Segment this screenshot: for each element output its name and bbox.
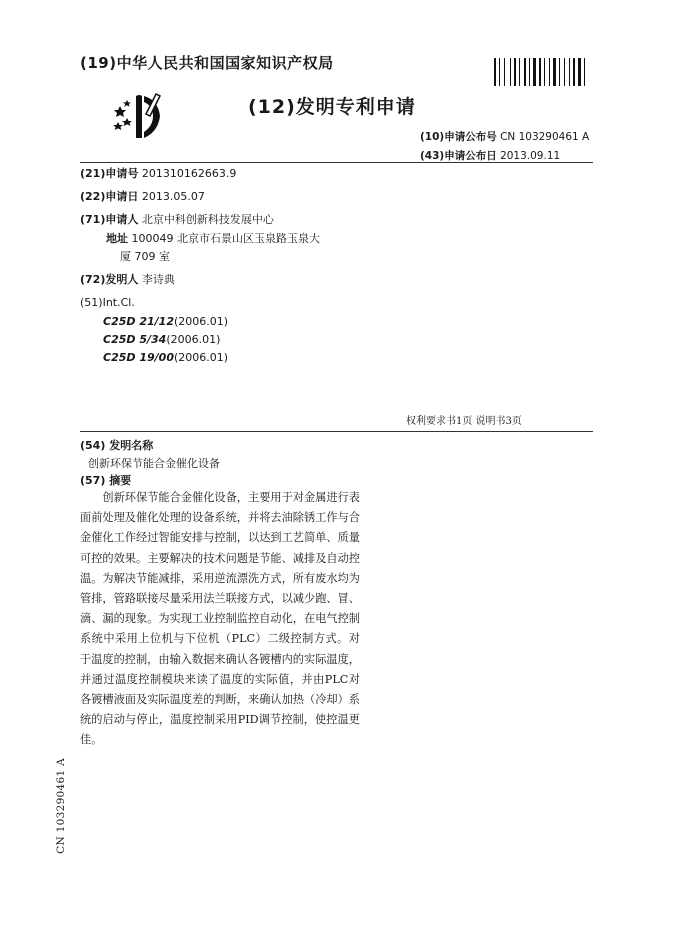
ipc-code: C25D 19/00 bbox=[103, 351, 174, 364]
ipc-entry bbox=[103, 315, 228, 328]
ipc-version: (2006.01) bbox=[173, 315, 229, 328]
barcode-bar bbox=[553, 58, 556, 86]
applicant-row bbox=[80, 213, 274, 227]
application-date-row bbox=[80, 190, 205, 204]
barcode-bar bbox=[519, 58, 520, 86]
ipc-entry bbox=[103, 333, 220, 346]
address-line-2: 厦 709 室 bbox=[120, 250, 170, 263]
section-divider bbox=[80, 431, 593, 432]
applicant-label: (71)申请人 bbox=[80, 213, 139, 226]
barcode-bar bbox=[510, 58, 511, 86]
ipc-version: (2006.01) bbox=[166, 333, 221, 346]
publication-date: 2013.09.11 bbox=[500, 150, 561, 162]
ipc-code: C25D 21/12 bbox=[103, 315, 174, 328]
abstract-text: 创新环保节能合金催化设备，主要用于对金属进行表面前处理及催化处理的设备系统，并将去油除锈工作与合金催化工作经过智能安排与控制，以达到工艺简单、质量可控的效果。主要解决的技术问题是节能、减排及自动控温。为解决节能减排，采用逆流漂洗方式，所有废水均为管排，管路联接尽量采用法兰联接方式，以减少跑、冒、滴、漏的现象。为实现工业控制监控自动化，在电气控制系统中采用上位机与下位机（PLC）二级控制方式。对于温度的控制，由输入数据来确认各镀槽内的实际温度，并通过温度控制模块来读了温度的实际值，并由PLC对各镀槽液面及实际温度差的判断，来确认加热（冷却）系统的启动与停止，温度控制采用PID调节控制，使控温更佳。 bbox=[80, 491, 360, 747]
application-number: 201310162663.9 bbox=[141, 167, 237, 180]
title-section-label: (54) 发明名称 bbox=[80, 439, 154, 452]
invention-title: 创新环保节能合金催化设备 bbox=[88, 457, 220, 470]
barcode-bar bbox=[549, 58, 550, 86]
header-divider bbox=[80, 162, 593, 163]
publication-date-label: (43)申请公布日 bbox=[420, 150, 497, 162]
barcode-bar bbox=[539, 58, 541, 86]
inventor-label: (72)发明人 bbox=[80, 273, 139, 286]
barcode-bar bbox=[533, 58, 536, 86]
address-label: 地址 bbox=[106, 232, 128, 245]
inventor-name: 李诗典 bbox=[141, 273, 175, 286]
barcode-bar bbox=[564, 58, 565, 86]
barcode-bar bbox=[569, 58, 570, 86]
barcode-bar bbox=[499, 58, 500, 86]
barcode-bar bbox=[524, 58, 526, 86]
ipc-entry bbox=[103, 351, 228, 364]
document-type: (12)发明专利申请 bbox=[248, 96, 416, 118]
ipc-label: (51)Int.Cl. bbox=[80, 296, 135, 309]
application-number-label: (21)申请号 bbox=[80, 167, 139, 180]
publication-date-row bbox=[420, 148, 560, 163]
abstract-body bbox=[80, 488, 360, 751]
application-date-label: (22)申请日 bbox=[80, 190, 139, 203]
publication-number-label: (10)申请公布号 bbox=[420, 131, 497, 143]
address-row bbox=[106, 232, 320, 246]
barcode-bar bbox=[578, 58, 581, 86]
applicant-name: 北京中科创新科技发展中心 bbox=[141, 213, 274, 226]
application-number-row bbox=[80, 167, 236, 181]
abstract-section-label: (57) 摘要 bbox=[80, 474, 132, 487]
barcode-bar bbox=[529, 58, 530, 86]
ipc-version: (2006.01) bbox=[173, 351, 229, 364]
publication-number-row bbox=[420, 129, 589, 144]
inventor-row bbox=[80, 273, 175, 287]
barcode bbox=[494, 58, 592, 86]
barcode-bar bbox=[584, 58, 585, 86]
patent-office-name: (19)中华人民共和国国家知识产权局 bbox=[80, 54, 334, 72]
ipc-code: C25D 5/34 bbox=[103, 333, 167, 346]
side-publication-number: CN 103290461 A bbox=[55, 758, 67, 854]
page-count-note: 权利要求书1页 说明书3页 bbox=[406, 416, 522, 427]
barcode-bar bbox=[494, 58, 496, 86]
application-date: 2013.05.07 bbox=[141, 190, 205, 203]
barcode-bar bbox=[573, 58, 575, 86]
barcode-bar bbox=[514, 58, 516, 86]
address-line-1: 100049 北京市石景山区玉泉路玉泉大 bbox=[131, 232, 320, 245]
barcode-bar bbox=[544, 58, 545, 86]
publication-number: CN 103290461 A bbox=[500, 131, 590, 143]
barcode-bar bbox=[559, 58, 560, 86]
barcode-bar bbox=[504, 58, 505, 86]
cnipa-logo bbox=[110, 92, 174, 140]
